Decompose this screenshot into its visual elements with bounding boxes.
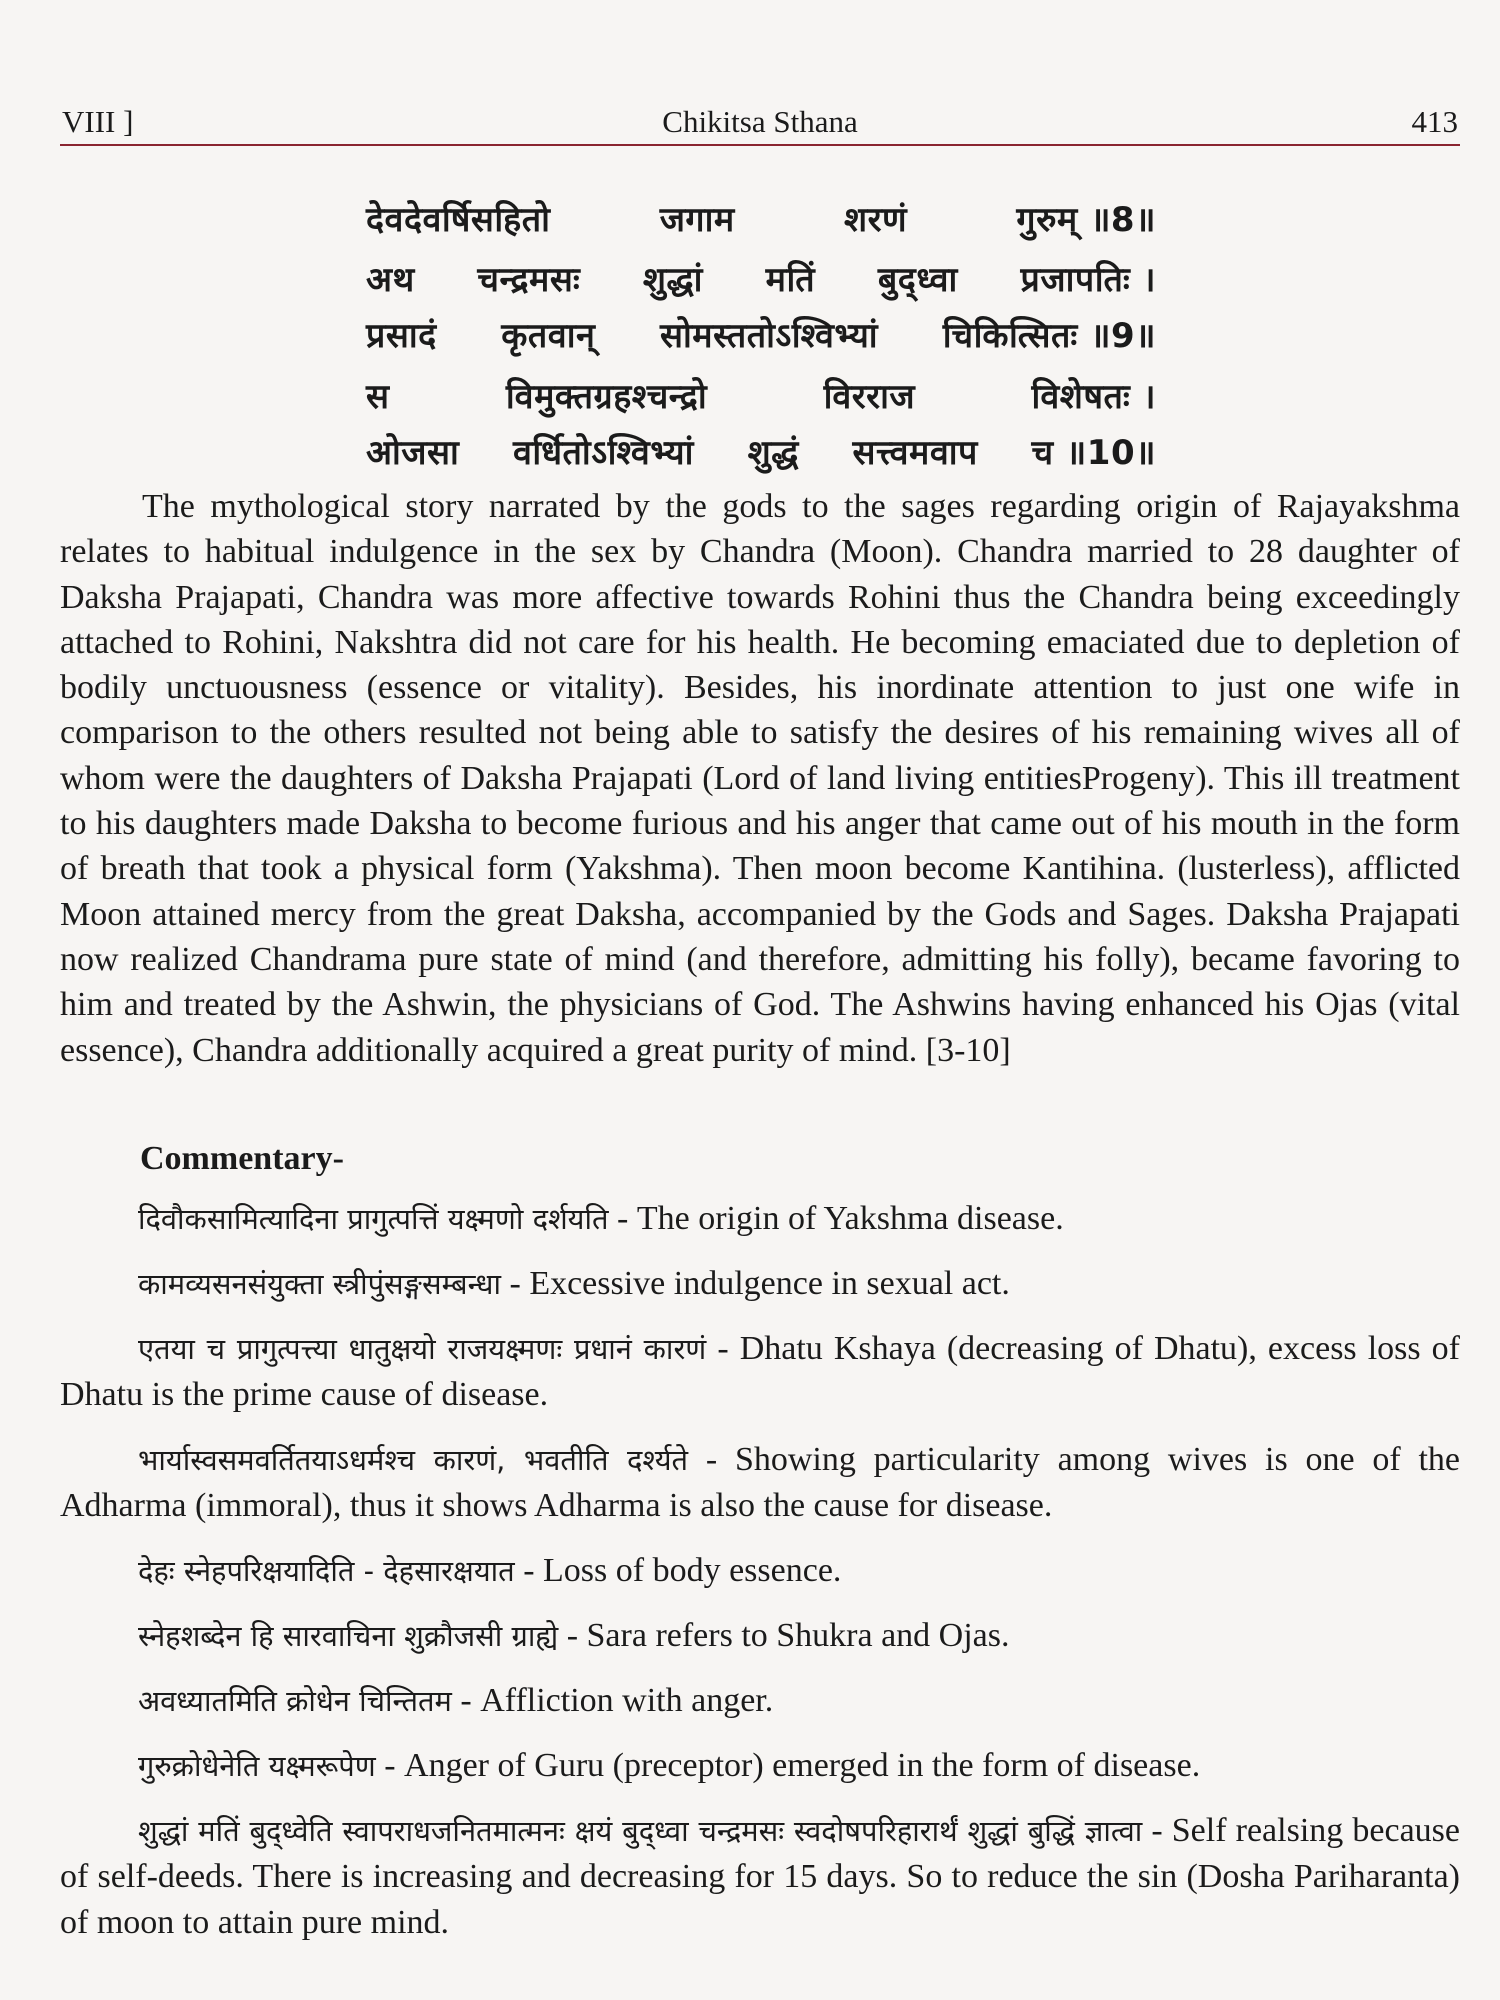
commentary-entry	[60, 1613, 1460, 1659]
verse-word: अथ	[366, 260, 415, 300]
commentary-entry	[60, 1548, 1460, 1594]
section-title: Chikitsa Sthana	[662, 104, 858, 139]
commentary-entry	[60, 1678, 1460, 1724]
translation-paragraph: The mythological story narrated by the gods to the sages regarding origin of Rajayakshma relates to habitual indulgence in the sex by Chandra (Moon). Chandra married to 28 daughter of Daksha Prajapati, Chandra was more affective towards Rohini thus the Chandra being exceedingly attached to Rohini, Nakshtra did not care for his health. He becoming emaciated due to depletion of bodily unctuousness (essence or vitality). Besides, his inordinate attention to just one wife in comparison to the others resulted not being able to satisfy the desires of his remaining wives all of whom were the daughters of Daksha Prajapati (Lord of land living entitiesProgeny). This ill treatment to his daughters made Daksha to become furious and his anger that came out of his mouth in the form of breath that took a physical form (Yakshma). Then moon become Kantihina. (lusterless), afflicted Moon attained mercy from the great Daksha, accompanied by the Gods and Sages. Daksha Prajapati now realized Chandrama pure state of mind (and therefore, admitting his folly), became favoring to him and treated by the Ashwin, the physicians of God. The Ashwins having enhanced his Ojas (vital essence), Chandra additionally acquired a great purity of mind. [3-10]	[60, 488, 1460, 1069]
sanskrit-phrase: दिवौकसामित्यादिना प्रागुत्पत्तिं यक्ष्मणो दर्शयति	[138, 1202, 609, 1236]
sanskrit-phrase: एतया च प्रागुत्पत्त्या धातुक्षयो राजयक्ष्मणः प्रधानं कारणं	[138, 1332, 707, 1366]
verse-word: चन्द्रमसः	[477, 260, 581, 300]
verse-word: गुरुम् ॥8॥	[1016, 200, 1156, 240]
sanskrit-phrase: भार्यास्वसमवर्तितयाऽधर्मश्च कारणं, भवतीति दर्श्यते	[138, 1443, 689, 1477]
english-gloss: - Dhatu Kshaya (decreasing of Dhatu), excess loss of Dhatu is the prime cause of disease.	[60, 1330, 1460, 1413]
english-gloss: - Sara refers to Shukra and Ojas.	[558, 1617, 1010, 1654]
verse-word: कृतवान्	[501, 316, 596, 356]
commentary-entry	[60, 1261, 1460, 1307]
verse-word: विरराज	[823, 377, 916, 417]
commentary-entry	[60, 1437, 1460, 1529]
commentary-entry	[60, 1808, 1460, 1946]
running-header	[60, 96, 1460, 146]
verse-word: देवदेवर्षिसहितो	[366, 200, 551, 240]
verse-word: वर्धितोऽश्विभ्यां	[512, 433, 694, 473]
commentary-entry	[60, 1743, 1460, 1789]
verse-word: ओजसा	[366, 433, 460, 473]
commentary-entry	[60, 1326, 1460, 1418]
verse-word: शरणं	[844, 200, 908, 240]
english-gloss: - Showing particularity among wives is one of the Adharma (immoral), thus it shows Adharma is also the cause for disease.	[60, 1441, 1461, 1524]
verse-word: शुद्धं	[747, 433, 799, 473]
verse-word: च ॥10॥	[1031, 433, 1156, 473]
verse-word: बुद्ध्वा	[877, 260, 958, 300]
verse-word: प्रसादं	[366, 316, 437, 356]
verse-word: शुद्धां	[642, 260, 703, 300]
verse-word: विशेषतः ।	[1031, 377, 1156, 417]
english-gloss: - Anger of Guru (preceptor) emerged in the form of disease.	[375, 1747, 1201, 1784]
verse-word: जगाम	[659, 200, 735, 240]
page-number: 413	[1411, 104, 1458, 139]
verse-line-5	[366, 428, 1156, 474]
chapter-number: VIII ]	[62, 104, 134, 139]
verse-line-4	[366, 372, 1156, 418]
sanskrit-phrase: स्नेहशब्देन हि सारवाचिना शुक्रौजसी ग्राह्ये	[138, 1619, 559, 1653]
verse-line-2	[366, 255, 1156, 301]
sanskrit-phrase: कामव्यसनसंयुक्ता स्त्रीपुंसङ्गसम्बन्धा	[138, 1267, 501, 1301]
verse-line-3	[366, 311, 1156, 357]
english-gloss: - Loss of body essence.	[514, 1552, 842, 1589]
sanskrit-phrase: देहः स्नेहपरिक्षयादिति - देहसारक्षयात	[138, 1554, 515, 1588]
verse-word: सोमस्ततोऽश्विभ्यां	[659, 316, 879, 356]
verse-word: चिकित्सितः ॥9॥	[942, 316, 1156, 356]
verse-word: मतिं	[765, 260, 816, 300]
verse-word: स	[366, 377, 390, 417]
commentary-list	[60, 1196, 1460, 1965]
english-gloss: - The origin of Yakshma disease.	[608, 1200, 1064, 1237]
sanskrit-phrase: शुद्धां मतिं बुद्ध्वेति स्वापराधजनितमात्मनः क्षयं बुद्ध्वा चन्द्रमसः स्वदोषपरिहारार्थं शुद्धां बुद्धिं ज्ञात्वा	[138, 1814, 1143, 1848]
english-gloss: - Excessive indulgence in sexual act.	[501, 1265, 1010, 1302]
english-gloss: - Affliction with anger.	[451, 1682, 774, 1719]
verse-line-1	[366, 195, 1156, 241]
sanskrit-phrase: गुरुक्रोधेनेति यक्ष्मरूपेण	[138, 1749, 376, 1783]
sanskrit-phrase: अवध्यातमिति क्रोधेन चिन्तितम	[138, 1684, 452, 1718]
english-gloss: - Self realsing because of self-deeds. There is increasing and decreasing for 15 days. So to reduce the sin (Dosha Pariharanta) of moon to attain pure mind.	[60, 1812, 1460, 1941]
verse-word: सत्त्वमवाप	[852, 433, 978, 473]
verse-word: विमुक्तग्रहश्चन्द्रो	[505, 377, 708, 417]
verse-word: प्रजापतिः ।	[1020, 260, 1156, 300]
commentary-heading: Commentary-	[140, 1140, 344, 1177]
commentary-entry	[60, 1196, 1460, 1242]
